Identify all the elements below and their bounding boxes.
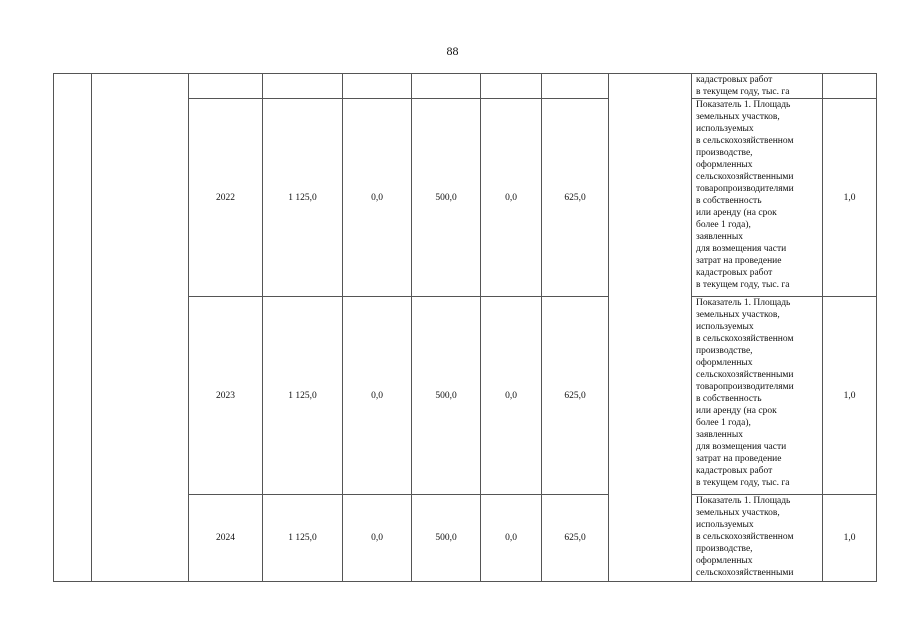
regional-cell: 500,0 <box>412 99 481 297</box>
value-cell: 1,0 <box>823 99 877 297</box>
value-cell: 1,0 <box>823 495 877 582</box>
total-cell <box>263 74 343 99</box>
other-cell: 625,0 <box>542 495 609 582</box>
indicator-line: затрат на проведение <box>696 454 782 464</box>
indicator-line: производстве, <box>696 148 753 158</box>
page-number: 88 <box>446 44 459 58</box>
year-cell <box>189 74 263 99</box>
indicator-cell <box>692 99 823 297</box>
budget-table <box>53 73 877 582</box>
indicator-line: в сельскохозяйственном <box>696 136 794 146</box>
indicator-line: производстве, <box>696 346 753 356</box>
indicator-line: земельных участков, <box>696 508 780 518</box>
indicator-line: Показатель 1. Площадь <box>696 100 791 110</box>
indicator-line: кадастровых работ <box>696 268 773 278</box>
local-cell: 0,0 <box>481 495 542 582</box>
indicator-line: в текущем году, тыс. га <box>696 478 790 488</box>
indicator-line: сельскохозяйственными <box>696 370 794 380</box>
indicator-line: заявленных <box>696 232 743 242</box>
total-cell: 1 125,0 <box>263 495 343 582</box>
indicator-line: затрат на проведение <box>696 256 782 266</box>
local-cell: 0,0 <box>481 297 542 495</box>
regional-cell <box>412 74 481 99</box>
indicator-line: в текущем году, тыс. га <box>696 87 790 97</box>
indicator-line: в сельскохозяйственном <box>696 334 794 344</box>
year-cell: 2023 <box>189 297 263 495</box>
indicator-line: сельскохозяйственными <box>696 568 794 578</box>
indicator-line: товаропроизводителями <box>696 382 794 392</box>
total-cell: 1 125,0 <box>263 99 343 297</box>
indicator-line: оформленных <box>696 358 753 368</box>
merged-cell-col1 <box>54 74 92 582</box>
federal-cell: 0,0 <box>343 99 412 297</box>
indicator-line: заявленных <box>696 430 743 440</box>
indicator-line: для возмещения части <box>696 442 787 452</box>
year-cell: 2022 <box>189 99 263 297</box>
indicator-line: или аренду (на срок <box>696 406 777 416</box>
indicator-line: Показатель 1. Площадь <box>696 496 791 506</box>
indicator-line: Показатель 1. Площадь <box>696 298 791 308</box>
merged-cell-col9 <box>609 74 692 582</box>
other-cell <box>542 74 609 99</box>
regional-cell: 500,0 <box>412 495 481 582</box>
value-cell <box>823 74 877 99</box>
indicator-line: для возмещения части <box>696 244 787 254</box>
indicator-line: сельскохозяйственными <box>696 172 794 182</box>
indicator-cell <box>692 74 823 99</box>
indicator-line: земельных участков, <box>696 112 780 122</box>
indicator-cell <box>692 495 823 582</box>
regional-cell: 500,0 <box>412 297 481 495</box>
indicator-line: или аренду (на срок <box>696 208 777 218</box>
federal-cell: 0,0 <box>343 495 412 582</box>
total-cell: 1 125,0 <box>263 297 343 495</box>
other-cell: 625,0 <box>542 297 609 495</box>
indicator-line: товаропроизводителями <box>696 184 794 194</box>
indicator-line: более 1 года), <box>696 220 751 230</box>
federal-cell <box>343 74 412 99</box>
value-cell: 1,0 <box>823 297 877 495</box>
table-row-continuation <box>54 74 877 99</box>
indicator-line: более 1 года), <box>696 418 751 428</box>
indicator-cell <box>692 297 823 495</box>
indicator-line: в сельскохозяйственном <box>696 532 794 542</box>
indicator-line: используемых <box>696 124 754 134</box>
local-cell: 0,0 <box>481 99 542 297</box>
indicator-line: земельных участков, <box>696 310 780 320</box>
indicator-line: кадастровых работ <box>696 75 773 85</box>
indicator-line: используемых <box>696 520 754 530</box>
local-cell <box>481 74 542 99</box>
federal-cell: 0,0 <box>343 297 412 495</box>
indicator-line: в текущем году, тыс. га <box>696 280 790 290</box>
other-cell: 625,0 <box>542 99 609 297</box>
year-cell: 2024 <box>189 495 263 582</box>
indicator-line: в собственность <box>696 394 762 404</box>
indicator-line: оформленных <box>696 160 753 170</box>
indicator-line: в собственность <box>696 196 762 206</box>
indicator-line: оформленных <box>696 556 753 566</box>
indicator-line: используемых <box>696 322 754 332</box>
indicator-line: производстве, <box>696 544 753 554</box>
indicator-line: кадастровых работ <box>696 466 773 476</box>
merged-cell-col2 <box>92 74 189 582</box>
